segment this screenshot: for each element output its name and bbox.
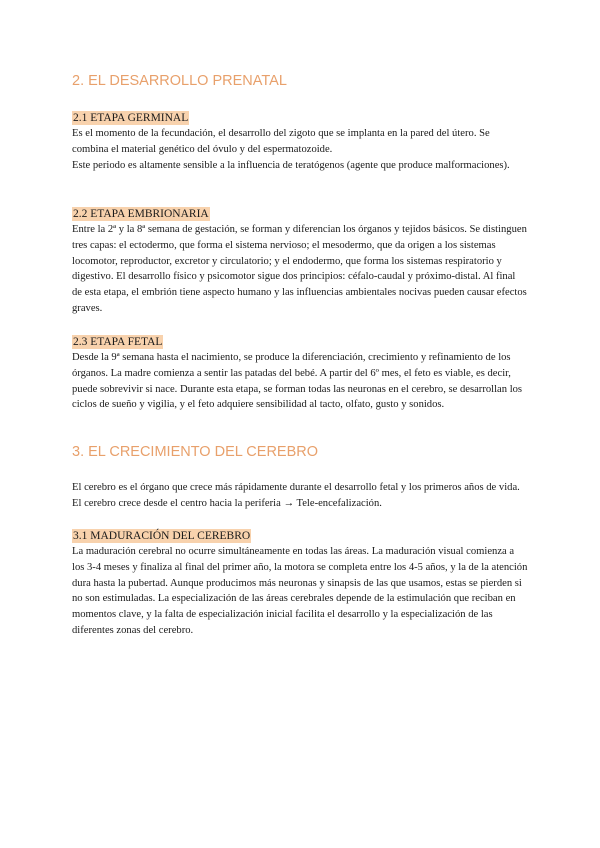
section-heading: 2. EL DESARROLLO PRENATAL xyxy=(72,73,287,89)
subsection-maduracion xyxy=(72,526,528,639)
section-title-prenatal xyxy=(72,72,528,90)
section-title-cerebro xyxy=(72,443,528,461)
paragraph: La maduración cerebral no ocurre simultáneamente en todas las áreas. La maduración visual comienza a los 3-4 meses y finaliza al final del primer año, la motora se completa entre los 4-5 años, y la de la atención dura hasta la pubertad. Aunque producimos más neuronas y sinapsis de las que usamos, estas se pierden si no son estimuladas. La especialización de las áreas cerebrales depende de la estimulación que reciban en momentos clave, y la falta de especialización inicial facilita el desarrollo y la especialización de las diferentes zonas del cerebro. xyxy=(72,546,528,636)
paragraph: Entre la 2ª y la 8ª semana de gestación, se forman y diferencian los órganos y tejidos básicos. Se distinguen tres capas: el ectodermo, que forma el sistema nervioso; el mesodermo, que da origen a los sistemas locomotor, reproductor, excretor y circulatorio; y el endodermo, que forma los sistemas respiratorio y digestivo. El desarrollo físico y psicomotor sigue dos principios: céfalo-caudal y próximo-distal. Al final de esta etapa, el embrión tiene aspecto humano y las influencias ambientales nocivas pueden causar efectos graves. xyxy=(72,224,527,314)
paragraph: El cerebro es el órgano que crece más rápidamente durante el desarrollo fetal y los primeros años de vida. El cerebro crece desde el centro hacia la periferia → Tele-encefalización. xyxy=(72,482,520,509)
section-intro xyxy=(72,480,528,512)
subsection-heading: 2.2 ETAPA EMBRIONARIA xyxy=(73,208,209,220)
subsection-heading: 2.1 ETAPA GERMINAL xyxy=(73,112,189,124)
subsection-embrionaria xyxy=(72,204,528,317)
section-heading: 3. EL CRECIMIENTO DEL CEREBRO xyxy=(72,444,319,460)
subsection-germinal xyxy=(72,108,528,173)
subsection-heading: 2.3 ETAPA FETAL xyxy=(73,336,163,348)
subsection-heading: 3.1 MADURACIÓN DEL CEREBRO xyxy=(73,530,251,542)
subsection-fetal xyxy=(72,332,528,413)
paragraph: Desde la 9ª semana hasta el nacimiento, se produce la diferenciación, crecimiento y refinamiento de los órganos. La madre comienza a sentir las patadas del bebé. A partir del 6º mes, el feto es viable, es decir, puede sobrevivir si nace. Durante esta etapa, se forman todas las neuronas en el cerebro, se desarrollan los ciclos de sueño y vigilia, y el feto adquiere sensibilidad al tacto, olfato, gusto y sonidos. xyxy=(72,352,523,411)
paragraph: Es el momento de la fecundación, el desarrollo del zigoto que se implanta en la pared del útero. Se combina el material genético del óvulo y del espermatozoide. xyxy=(72,128,490,155)
paragraph: Este periodo es altamente sensible a la influencia de teratógenos (agente que produce malformaciones). xyxy=(72,159,510,171)
